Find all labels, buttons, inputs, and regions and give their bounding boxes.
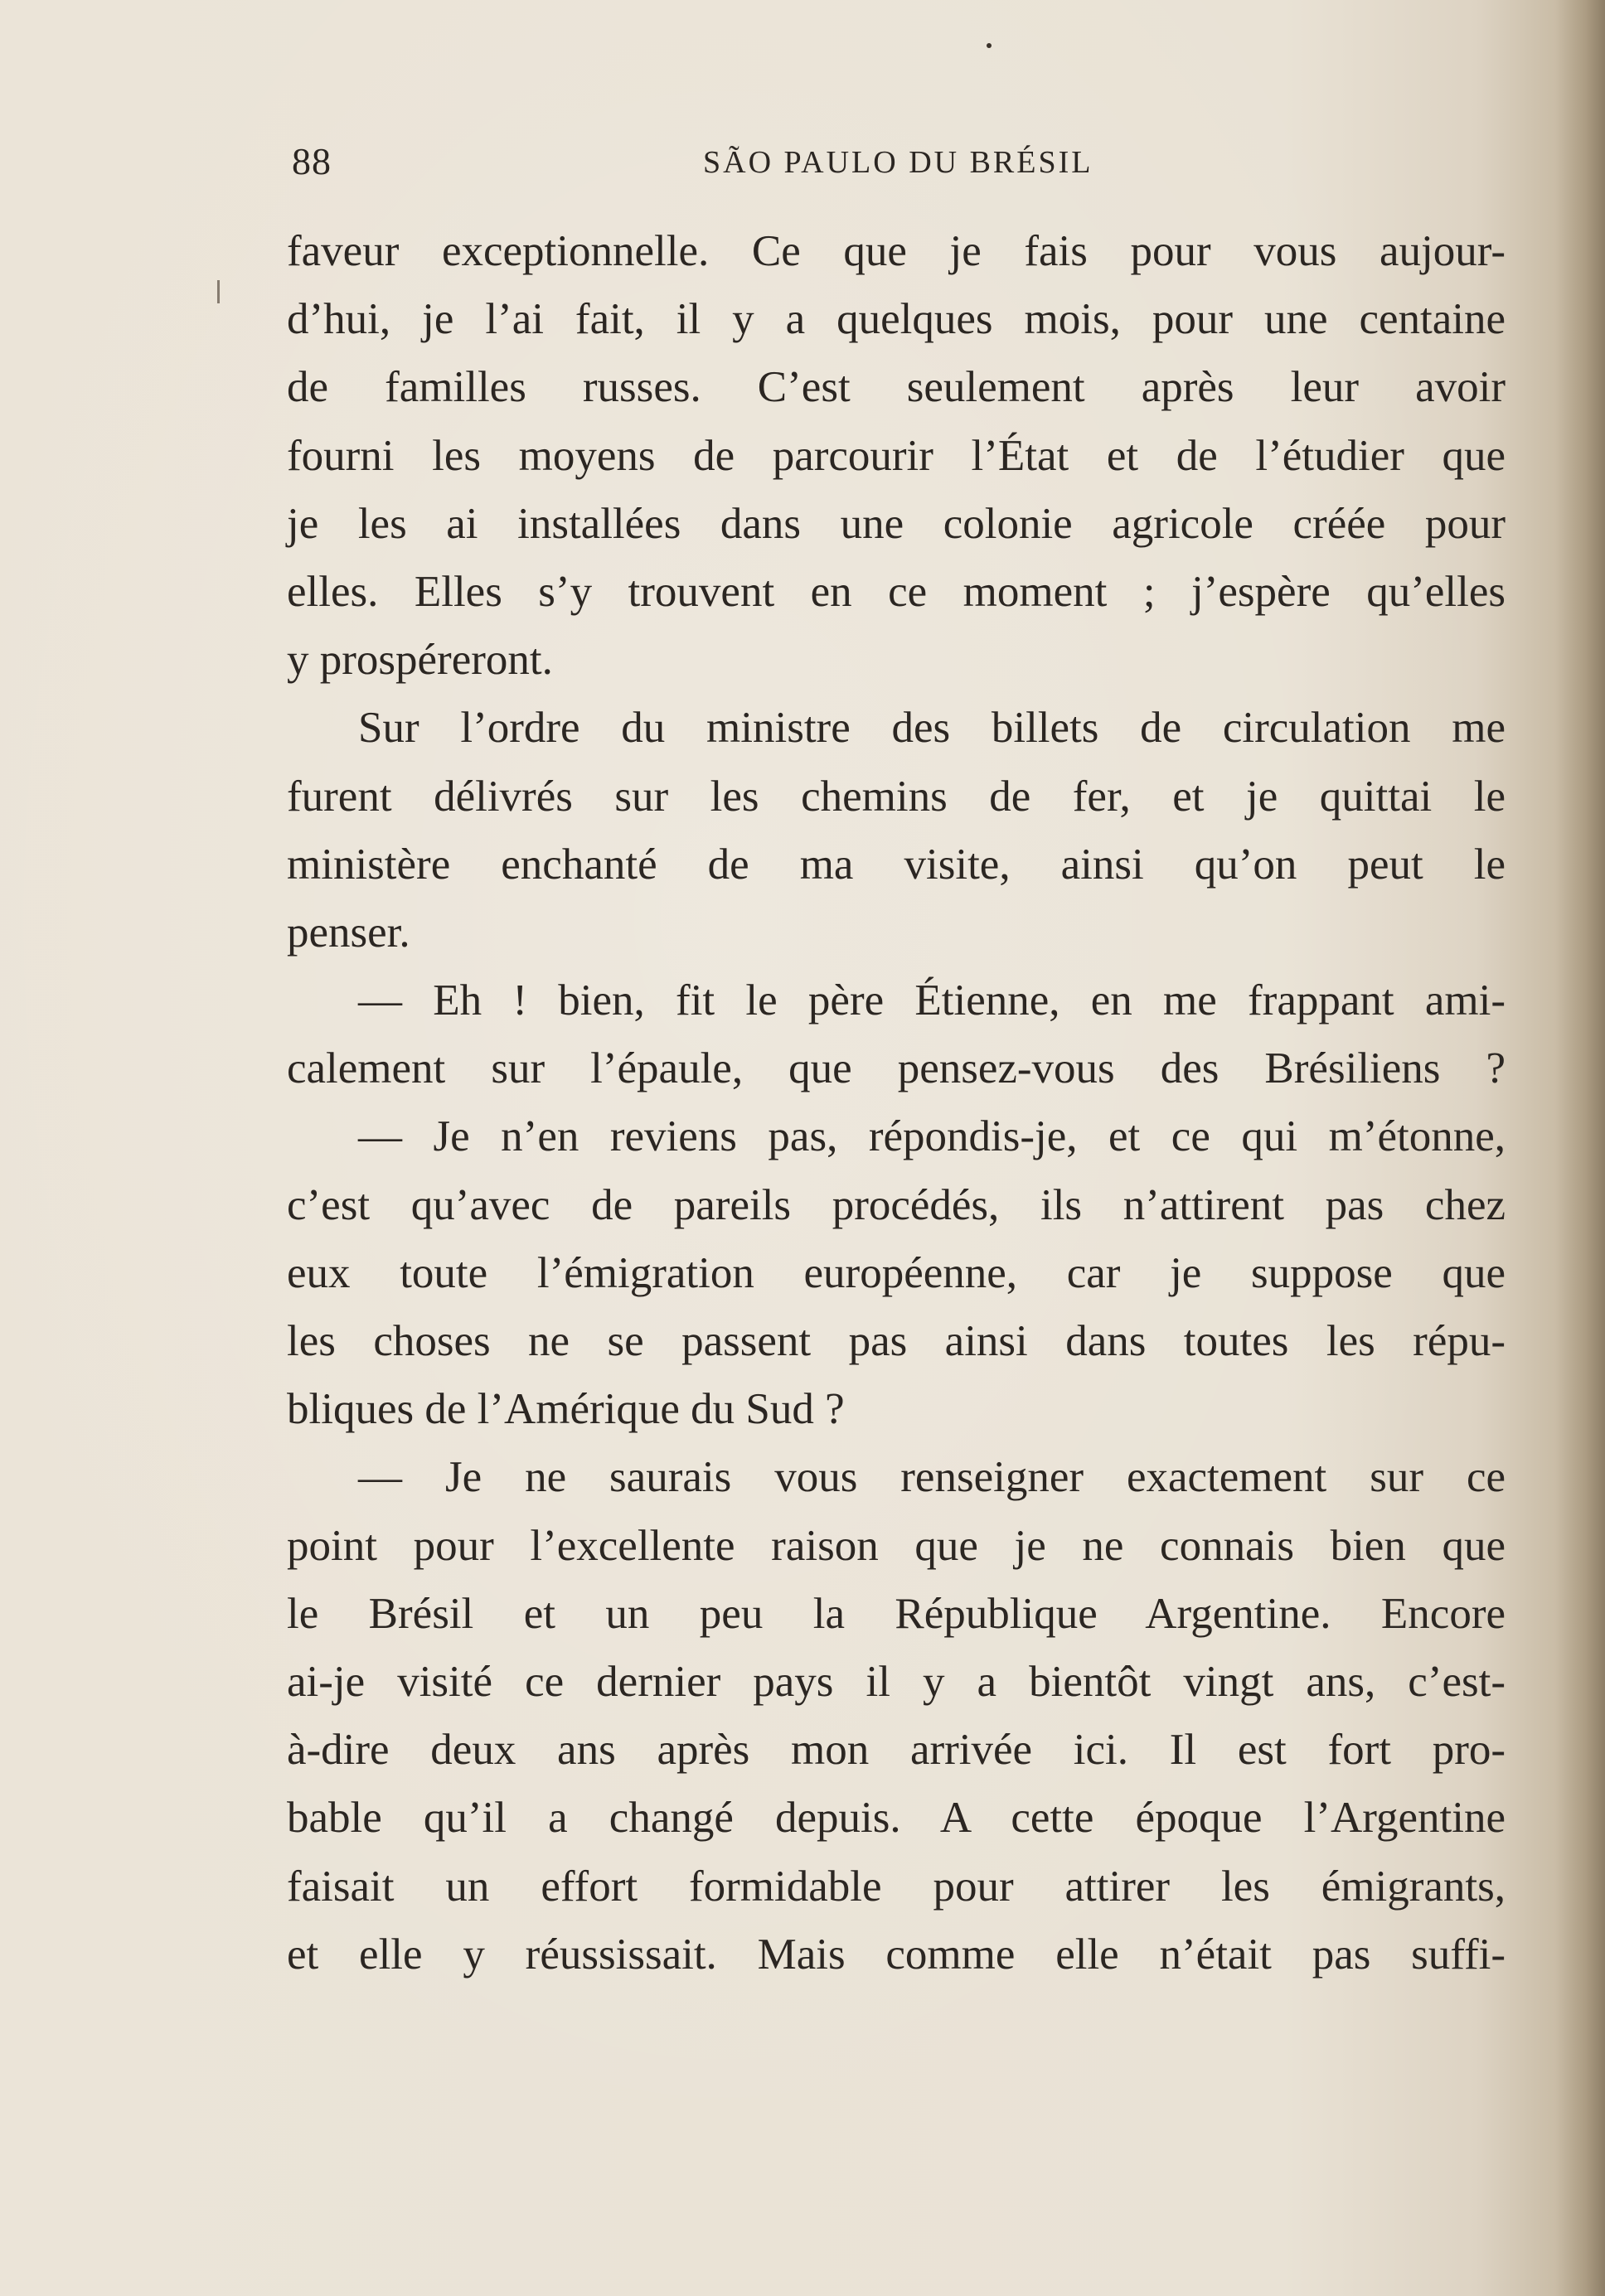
text-line: elles. Elles s’y trouvent en ce moment ; j’espère qu’elles	[287, 567, 1506, 616]
text-line: ministère enchanté de ma visite, ainsi qu’on peut le	[287, 840, 1506, 889]
text-line: — Je ne saurais vous renseigner exactement sur ce	[358, 1453, 1506, 1502]
body-text	[287, 217, 1506, 1988]
text-line: furent délivrés sur les chemins de fer, et je quittai le	[287, 772, 1506, 821]
text-line: de familles russes. C’est seulement après leur avoir	[287, 363, 1506, 412]
text-line: ai-je visité ce dernier pays il y a bientôt vingt ans, c’est-	[287, 1657, 1506, 1706]
page-number: 88	[292, 140, 332, 182]
ink-speck	[987, 43, 992, 48]
page-edge-shadow	[1555, 0, 1605, 2296]
text-line: d’hui, je l’ai fait, il y a quelques mois, pour une centaine	[287, 295, 1506, 344]
page-header	[292, 139, 1502, 189]
text-line: Sur l’ordre du ministre des billets de circulation me	[358, 704, 1506, 753]
text-line: le Brésil et un peu la République Argentine. Encore	[287, 1589, 1506, 1638]
text-line: penser.	[287, 908, 410, 957]
text-line: et elle y réussissait. Mais comme elle n’était pas suffi-	[287, 1930, 1506, 1979]
text-line: faisait un effort formidable pour attirer les émigrants,	[287, 1862, 1506, 1911]
text-line: calement sur l’épaule, que pensez-vous des Brésiliens ?	[287, 1044, 1506, 1093]
text-line: point pour l’excellente raison que je ne connais bien que	[287, 1521, 1506, 1570]
text-line: à-dire deux ans après mon arrivée ici. Il est fort pro-	[287, 1726, 1506, 1775]
text-line: faveur exceptionnelle. Ce que je fais pour vous aujour-	[287, 227, 1506, 275]
text-line: — Eh ! bien, fit le père Étienne, en me frappant ami-	[358, 976, 1506, 1025]
running-title: SÃO PAULO DU BRÉSIL	[703, 145, 1093, 180]
text-line: bable qu’il a changé depuis. A cette époque l’Argentine	[287, 1794, 1506, 1843]
text-line: eux toute l’émigration européenne, car je suppose que	[287, 1248, 1506, 1297]
text-line: y prospéreront.	[287, 636, 553, 685]
text-line: les choses ne se passent pas ainsi dans toutes les répu-	[287, 1317, 1506, 1365]
text-line: fourni les moyens de parcourir l’État et de l’étudier que	[287, 431, 1506, 480]
margin-mark	[217, 280, 220, 303]
text-line: je les ai installées dans une colonie agricole créée pour	[287, 499, 1506, 548]
text-line: bliques de l’Amérique du Sud ?	[287, 1385, 845, 1434]
text-line: c’est qu’avec de pareils procédés, ils n’attirent pas chez	[287, 1180, 1506, 1229]
text-line: — Je n’en reviens pas, répondis-je, et ce qui m’étonne,	[358, 1112, 1506, 1161]
